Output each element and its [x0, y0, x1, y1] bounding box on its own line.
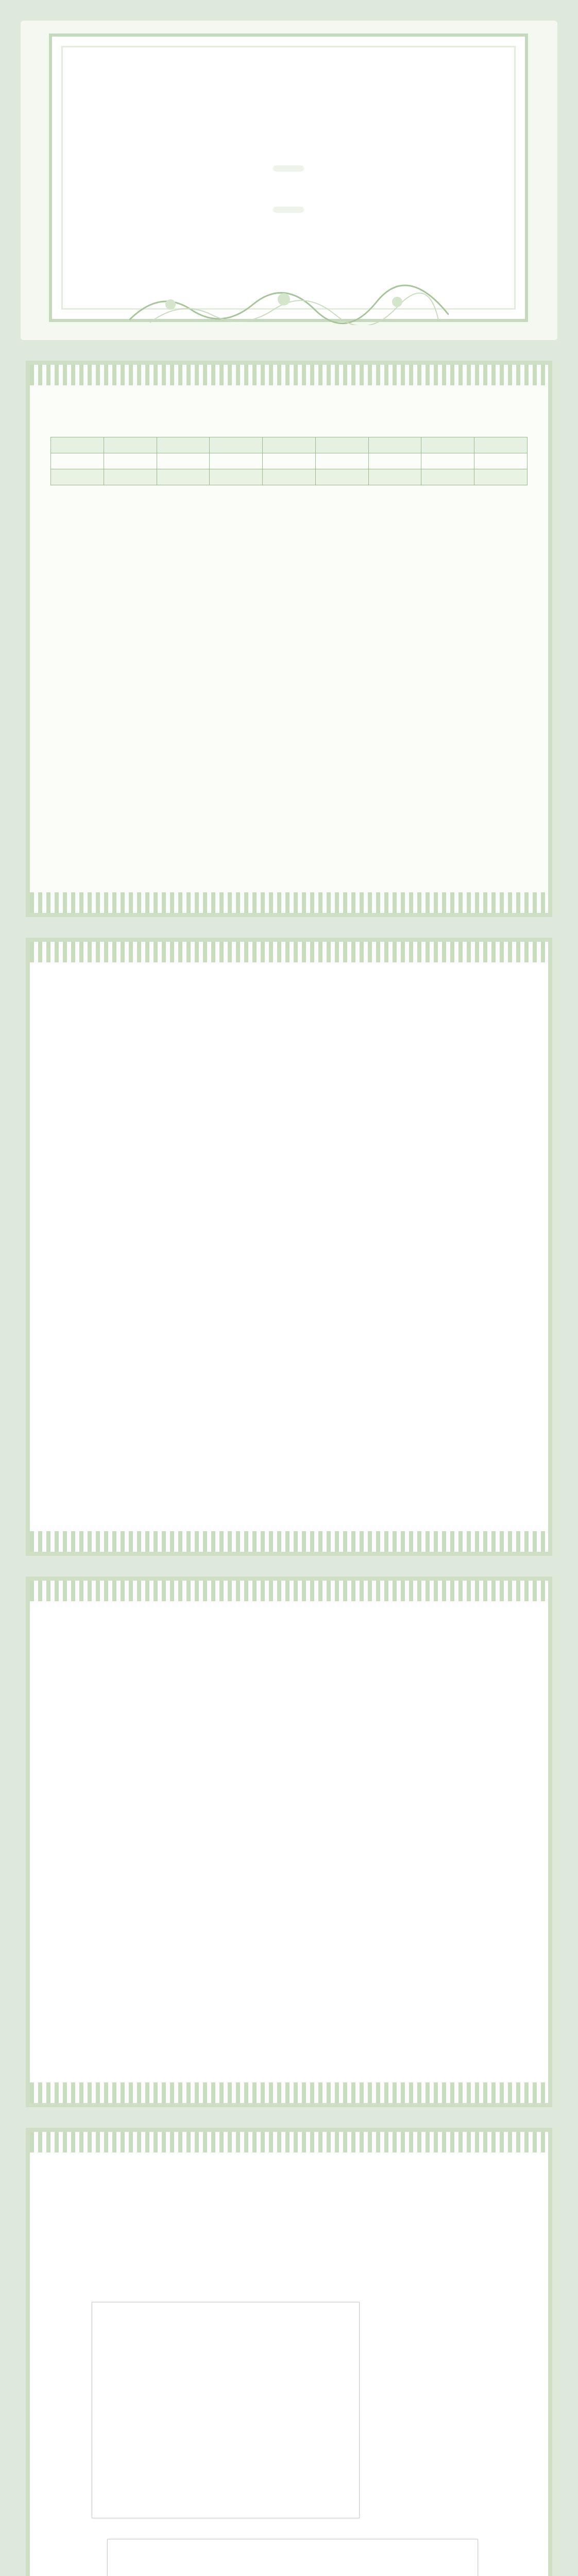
- project-summary-table: [50, 437, 528, 485]
- table-cell: [368, 453, 421, 469]
- table-cell: [421, 469, 474, 485]
- table-cell: [104, 469, 157, 485]
- column-header: [157, 437, 210, 453]
- section-study-tips: [26, 2128, 552, 2576]
- column-header: [474, 437, 528, 453]
- table-cell: [157, 453, 210, 469]
- bottom-stripe: [30, 2082, 545, 2103]
- column-header: [51, 437, 104, 453]
- section-grade-continued: [26, 1577, 552, 2107]
- stage-1-standard-doc: [92, 2302, 360, 2518]
- table-cell: [474, 469, 528, 485]
- table-cell: [474, 453, 528, 469]
- stage-2-standard-doc: [107, 2539, 478, 2576]
- column-header: [315, 437, 368, 453]
- briefing-pill: [273, 165, 304, 172]
- top-stripe: [30, 1581, 545, 1601]
- table-cell: [104, 453, 157, 469]
- top-stripe: [30, 365, 545, 385]
- flower-decoration: [129, 279, 449, 325]
- table-cell: [368, 469, 421, 485]
- issue-pill: [273, 207, 304, 213]
- table-cell: [421, 453, 474, 469]
- table-cell: [51, 469, 104, 485]
- bottom-stripe: [30, 1531, 545, 1552]
- section-overview: [26, 361, 552, 917]
- header-card: [21, 21, 557, 340]
- table-cell: [210, 469, 263, 485]
- column-header: [104, 437, 157, 453]
- table-cell: [315, 469, 368, 485]
- header-frame: [49, 33, 528, 322]
- table-cell: [210, 453, 263, 469]
- top-stripe: [30, 2132, 545, 2153]
- bottom-stripe: [30, 892, 545, 913]
- table-cell: [315, 453, 368, 469]
- column-header: [210, 437, 263, 453]
- table-cell: [51, 453, 104, 469]
- column-header: [368, 437, 421, 453]
- table-row: [51, 453, 528, 469]
- table-cell: [157, 469, 210, 485]
- table-row: [51, 469, 528, 485]
- table-cell: [263, 453, 316, 469]
- column-header: [421, 437, 474, 453]
- table-cell: [263, 469, 316, 485]
- top-stripe: [30, 942, 545, 962]
- section-project-overall: [26, 938, 552, 1556]
- column-header: [263, 437, 316, 453]
- header-inner-border: [61, 46, 516, 310]
